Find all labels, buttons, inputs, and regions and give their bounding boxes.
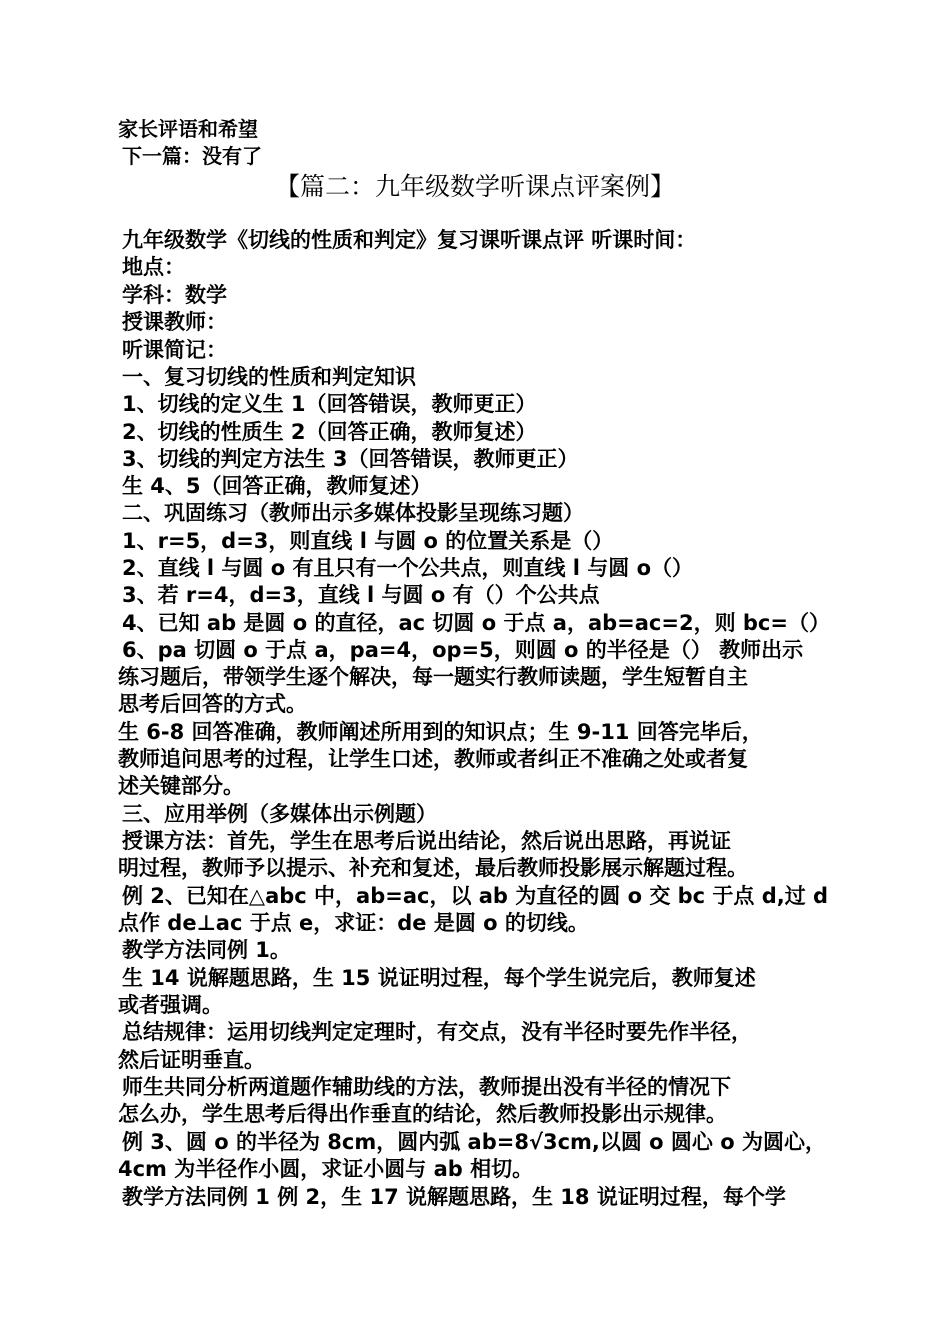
parent-article-link[interactable]: 家长评语和希望 xyxy=(118,117,258,141)
text-line: 例 3、圆 o 的半径为 8cm，圆内弧 ab=8√3cm,以圆 o 圆心 o 为圆心， xyxy=(122,1130,826,1154)
text-line: 点作 de⊥ac 于点 e，求证：de 是圆 o 的切线。 xyxy=(118,911,589,935)
text-line: 1、切线的定义生 1（回答错误，教师更正） xyxy=(122,392,537,416)
text-line: 述关键部分。 xyxy=(118,774,244,798)
text-line: 二、巩固练习（教师出示多媒体投影呈现练习题） xyxy=(122,501,584,525)
text-line: 4cm 为半径作小圆，求证小圆与 ab 相切。 xyxy=(118,1157,534,1181)
text-line: 总结规律：运用切线判定定理时，有交点，没有半径时要先作半径， xyxy=(122,1020,752,1044)
text-line: 授课教师： xyxy=(122,310,227,334)
text-line: 听课简记： xyxy=(122,338,227,362)
text-line: 2、切线的性质生 2（回答正确，教师复述） xyxy=(122,420,537,444)
text-line: 教学方法同例 1 例 2，生 17 说解题思路，生 18 说证明过程，每个学 xyxy=(122,1185,786,1209)
text-line: 3、若 r=4，d=3，直线 l 与圆 o 有（）个公共点 xyxy=(122,583,600,607)
text-line: 明过程，教师予以提示、补充和复述，最后教师投影展示解题过程。 xyxy=(118,856,748,880)
next-article-link[interactable]: 下一篇：没有了 xyxy=(122,144,262,168)
text-line: 一、复习切线的性质和判定知识 xyxy=(122,365,416,389)
text-line: 教学方法同例 1。 xyxy=(122,938,291,962)
text-line: 例 2、已知在△abc 中，ab=ac，以 ab 为直径的圆 o 交 bc 于点 d,过 d xyxy=(122,884,829,908)
text-line: 生 14 说解题思路，生 15 说证明过程，每个学生说完后，教师复述 xyxy=(122,966,756,990)
text-line: 地点： xyxy=(122,255,185,279)
text-line: 或者强调。 xyxy=(118,993,223,1017)
text-line: 三、应用举例（多媒体出示例题） xyxy=(122,802,437,826)
text-line: 生 4、5（回答正确，教师复述） xyxy=(122,474,432,498)
section-heading: 【篇二：九年级数学听课点评案例】 xyxy=(274,172,675,201)
text-line: 1、r=5，d=3，则直线 l 与圆 o 的位置关系是（） xyxy=(122,529,614,553)
text-line: 练习题后，带领学生逐个解决，每一题实行教师读题，学生短暂自主 xyxy=(118,665,748,689)
text-line: 然后证明垂直。 xyxy=(118,1048,265,1072)
text-line: 师生共同分析两道题作辅助线的方法，教师提出没有半径的情况下 xyxy=(122,1075,731,1099)
text-line: 授课方法：首先，学生在思考后说出结论，然后说出思路，再说证 xyxy=(122,829,731,853)
text-line: 教师追问思考的过程，让学生口述，教师或者纠正不准确之处或者复 xyxy=(118,747,748,771)
text-line: 学科：数学 xyxy=(122,283,227,307)
text-line: 九年级数学《切线的性质和判定》复习课听课点评 听课时间： xyxy=(122,228,697,252)
text-line: 6、pa 切圆 o 于点 a，pa=4，op=5，则圆 o 的半径是（） 教师出示 xyxy=(122,638,804,662)
text-line: 2、直线 l 与圆 o 有且只有一个公共点，则直线 l 与圆 o（） xyxy=(122,556,694,580)
text-line: 3、切线的判定方法生 3（回答错误，教师更正） xyxy=(122,447,579,471)
text-line: 怎么办，学生思考后得出作垂直的结论，然后教师投影出示规律。 xyxy=(118,1102,727,1126)
text-line: 4、已知 ab 是圆 o 的直径，ac 切圆 o 于点 a，ab=ac=2，则 bc=（） xyxy=(122,611,830,635)
text-line: 生 6-8 回答准确，教师阐述所用到的知识点；生 9-11 回答完毕后， xyxy=(118,720,763,744)
text-line: 思考后回答的方式。 xyxy=(118,692,307,716)
